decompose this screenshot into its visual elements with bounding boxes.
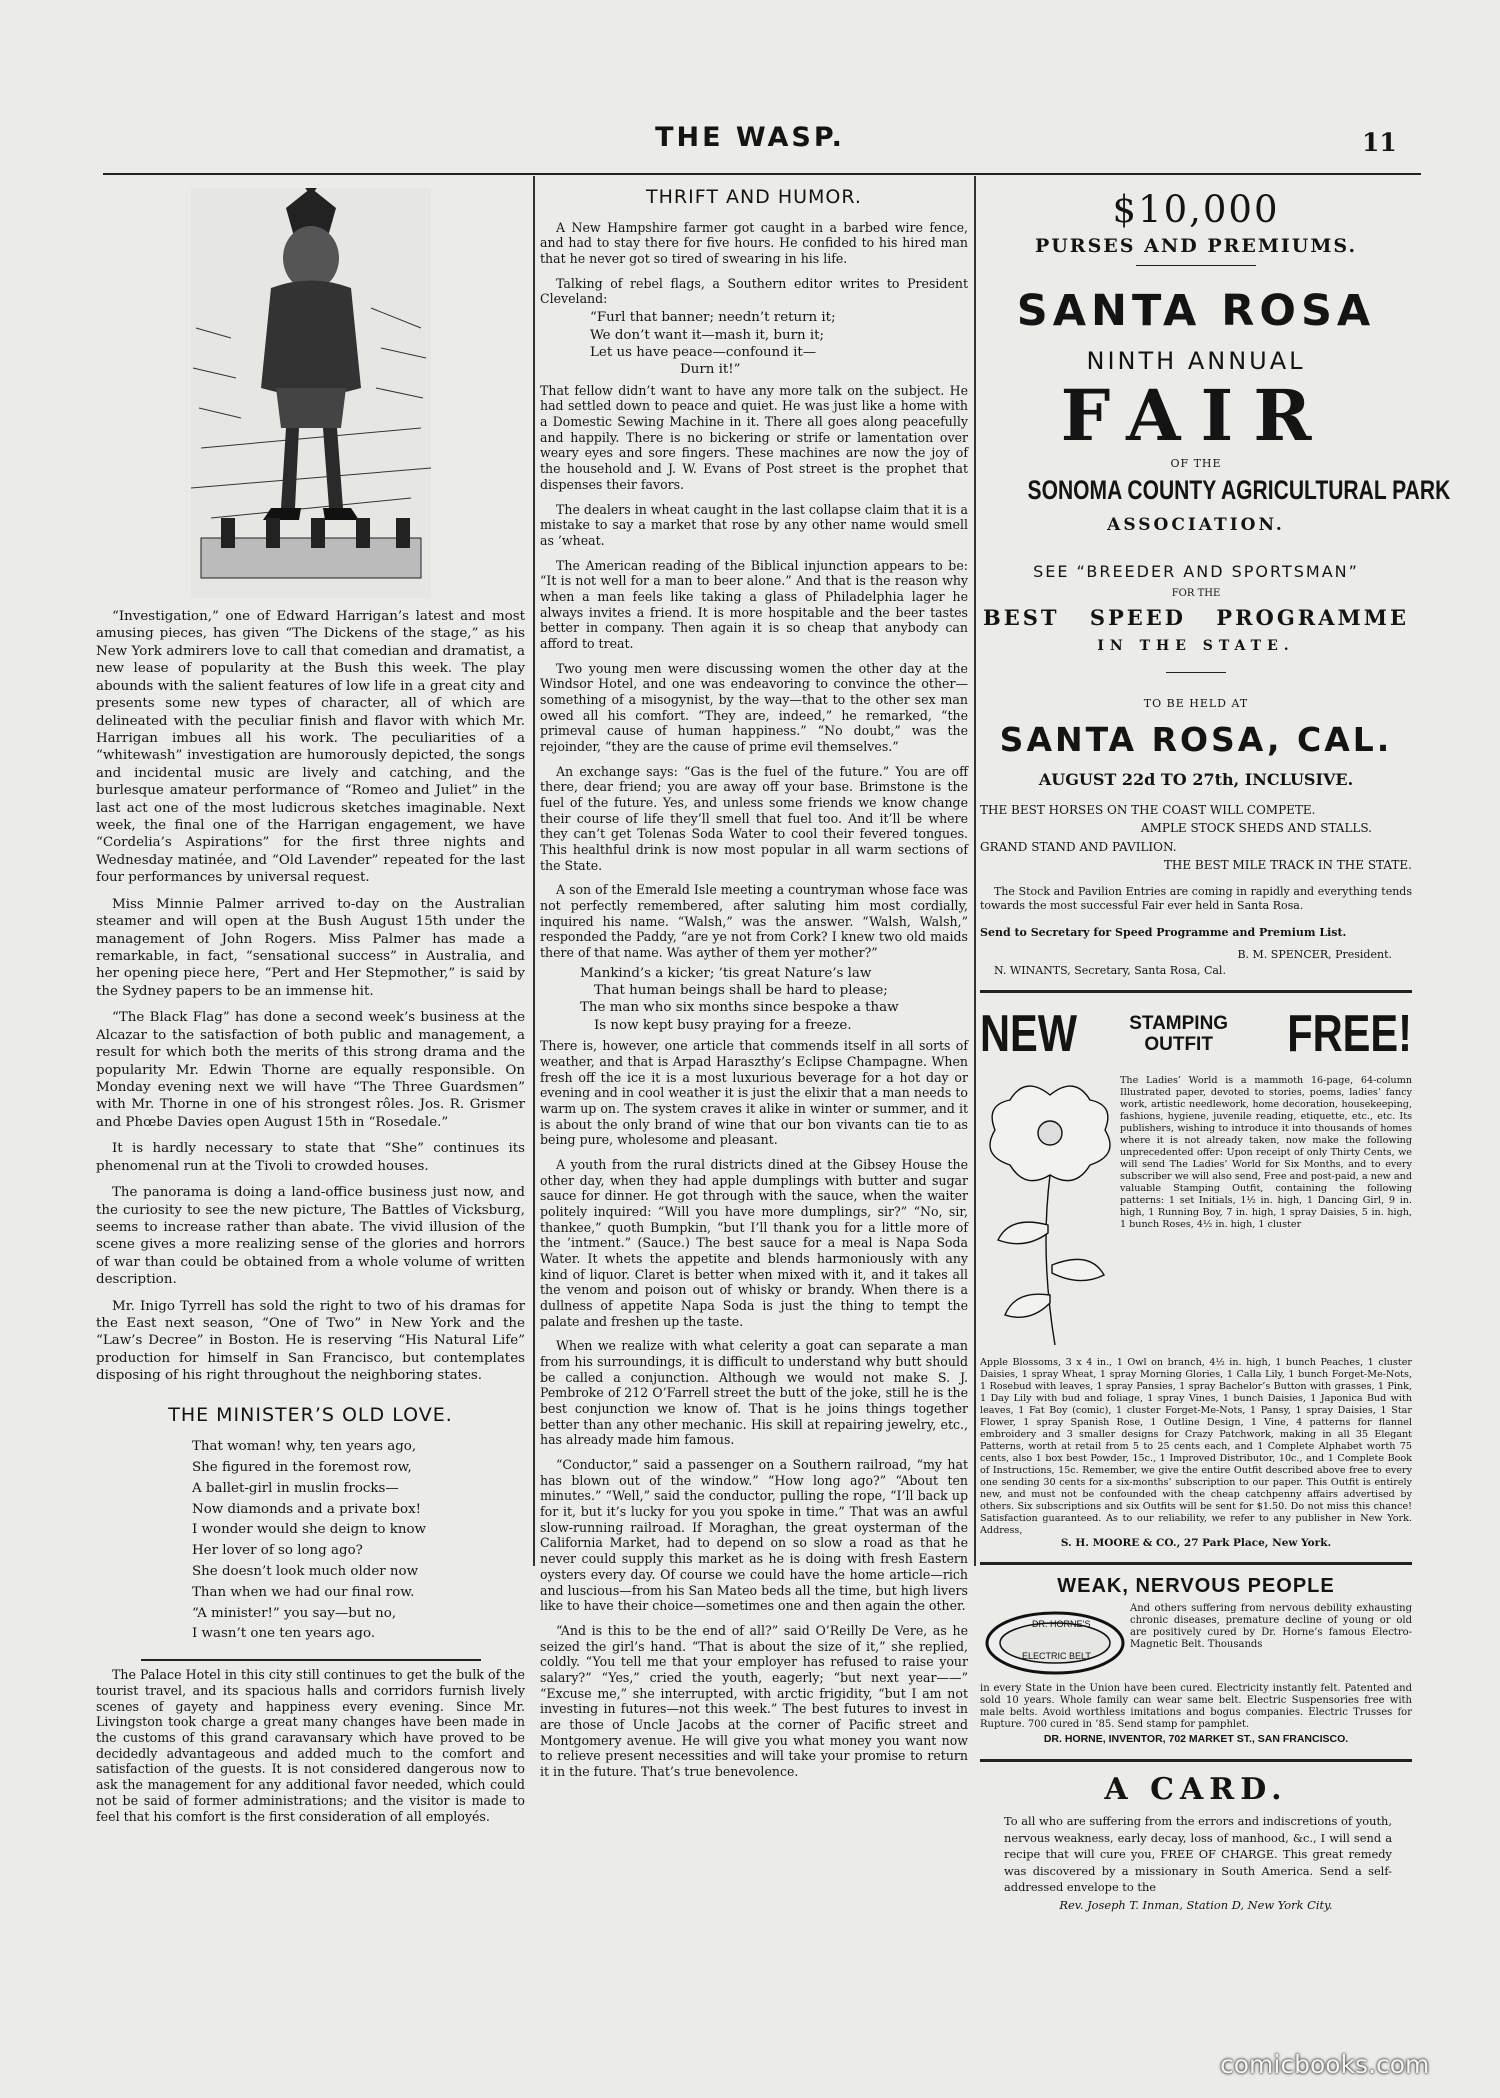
verse <box>590 309 968 379</box>
belt-body <box>980 1603 1412 1683</box>
belt-details: in every State in the Union have been cured. Electricity instantly felt. Patented and sold 10 years. Whole family can wear same belt. Electric Suspensories free with male belts. Avoid worthless imitations and bogus companies. Electric Trusses for Rupture. 700 cured in ’85. Send stamp for pamphlet. <box>980 1683 1412 1731</box>
ad-rule <box>1136 265 1256 266</box>
poem <box>192 1437 525 1645</box>
humor-paragraph: A New Hampshire farmer got caught in a barbed wire fence, and had to stay there for five hours. He confided to his hired man that he never got so tired of swearing in his life. <box>540 219 968 267</box>
poem-line: Her lover of so long ago? <box>192 1543 363 1559</box>
stamping-body <box>980 1075 1412 1355</box>
article-paragraph: It is hardly necessary to state that “She” continues its phenomenal run at the Tivoli to crowded houses. <box>96 1141 525 1174</box>
purses-line: PURSES AND PREMIUMS. <box>1034 235 1358 258</box>
held-at: TO BE HELD AT <box>1143 696 1249 710</box>
column-middle <box>540 182 968 1789</box>
stamping-description: The Ladies’ World is a mammoth 16-page, 64-column Illustrated paper, devoted to stories, poems, ladies’ fancy work, artistic needlework, home decoration, housekeeping, fashions, hygiene, juvenile reading, etiquette, etc., etc. Its publishers, wishing to introduce it into thousands of homes where it is not already taken, now make the following unprecedented offer: Upon receipt of only Thirty Cents, we will send The Ladies’ World for Six Months, and to every subscriber we will also send, Free and post-paid, a new and valuable Stamping Outfit, containing the following patterns: 1 set Initials, 1½ in. high, 1 Dancing Girl, 9 in. high, 1 Running Boy, 7 in. high, 1 spray Daisies, 5 in. high, 1 bunch Roses, 4½ in. high, 1 cluster <box>1120 1075 1412 1230</box>
article-paragraph: Mr. Inigo Tyrrell has sold the right to two of his dramas for the East next season, “One of Two” in New York and the “Law’s Decree” in Boston. He is reserving “His Natural Life” production for himself in San Francisco, but contemplates disposing of his right throughout the neighboring states. <box>96 1298 525 1384</box>
santa-rosa-heading: SANTA ROSA <box>1016 285 1376 336</box>
humor-paragraph: When we realize with what celerity a goat can separate a man from his surroundings, it is difficult to understand why butt should be called a conjunction. Although we would not make S. J. Pembroke of 212 O’Farrell street the butt of the joke, still he is the best conjunction we know of. That is he joins things together better than any other mechanic. His skill at repairing jewelry, etc., has already made him famous. <box>540 1338 968 1448</box>
humor-paragraph: “And is this to be the end of all?” said O’Reilly De Vere, as he seized the girl’s hand. “That is about the size of it,” she replied, coldly. “You tell me that your employer has refused to raise your salary?” “Yes,” cried the youth, eagerly; “but next year——” “Excuse me,” she interrupted, with arctic frigidity, “but I am not investing in futures—not this week.” The best futures to invest in are those of Uncle Jacobs at the corner of Pacific street and Montgomery avenue. He will give you what money you want now to relieve present necessities and will take your promise to return it in the future. That’s true benevolence. <box>540 1622 968 1779</box>
belt-address: DR. HORNE, INVENTOR, 702 MARKET ST., SAN FRANCISCO. <box>1043 1733 1349 1746</box>
of-the: OF THE <box>1170 456 1222 470</box>
humor-paragraph: Talking of rebel flags, a Southern editor writes to President Cleveland: <box>540 275 968 307</box>
poem-line: I wasn’t one ten years ago. <box>192 1626 376 1642</box>
sonoma-heading: SONOMA COUNTY AGRICULTURAL PARK <box>1027 475 1451 506</box>
card-body: To all who are suffering from the errors and indiscretions of youth, nervous weakness, early decay, loss of manhood, &c., I will send a recipe that will cure you, FREE OF CHARGE. This great remedy was discovered by a missionary in South America. Send a self-addressed envelope to the <box>1004 1814 1392 1895</box>
ad-divider <box>980 1562 1412 1565</box>
poem-line: She figured in the foremost row, <box>192 1460 412 1476</box>
verse-line: Let us have peace—confound it— <box>590 344 817 360</box>
article-paragraph: “The Black Flag” has done a second week’s business at the Alcazar to the satisfaction of both public and management, a result for which both the merits of this strong drama and the popularity Mr. Edwin Thorne are equally responsible. On Monday evening next we will have “The Three Guardsmen” with Mr. Thorne in one of his strongest rôles. Jos. R. Grismer and Phœbe Davies open August 15th in “Rosedale.” <box>96 1010 525 1130</box>
poem-line: I wonder would she deign to know <box>192 1522 426 1538</box>
outfit-word: OUTFIT <box>1144 1034 1213 1056</box>
ninth-annual: NINTH ANNUAL <box>1086 346 1306 375</box>
column-right-ads <box>980 186 1451 1913</box>
new-label: NEW <box>980 1005 1078 1064</box>
poem-line: She doesn’t look much older now <box>192 1564 419 1579</box>
poem-line: “A minister!” you say—but no, <box>192 1605 397 1621</box>
secretary-signature: N. WINANTS, Secretary, Santa Rosa, Cal. <box>994 964 1226 978</box>
poem-title: THE MINISTER’S OLD LOVE. <box>168 1403 453 1426</box>
best-speed-programme: BEST SPEED PROGRAMME <box>982 605 1410 631</box>
verse-line: That human beings shall be hard to please; <box>594 983 888 999</box>
verse-line: Mankind’s a kicker; ’tis great Nature’s law <box>580 965 872 981</box>
stamping-heading <box>980 1001 1412 1069</box>
send-note: Send to Secretary for Speed Programme and Premium List. <box>980 925 1347 939</box>
feature-line: AMPLE STOCK SHEDS AND STALLS. <box>1140 821 1372 836</box>
article-paragraph: “Investigation,” one of Edward Harrigan’s latest and most amusing pieces, has given “The Dickens of the stage,” as his New York admirers love to call that comedian and dramatist, a new lease of popularity at the Bush this week. The play abounds with the salient features of low life in a great city and presents some new types of character, all of which are delineated with the peculiar finish and flavor with which Mr. Harrigan imbues all his work. The peculiarities of a “whitewash” investigation are humorously depicted, the songs and incidental music are lively and catching, and the burlesque amateur performance of “Romeo and Juliet” in the last act one of the most ludicrous sketches imaginable. Next week, the final one of the Harrigan engagement, we have “Cordelia’s Aspirations” for the first three nights and Wednesday matinée, and “Old Lavender” repeated for the last four performances by universal request. <box>96 609 525 886</box>
santa-rosa-cal: SANTA ROSA, CAL. <box>999 719 1393 759</box>
palace-hotel-paragraph: The Palace Hotel in this city still continues to get the bulk of the tourist travel, and its spacious halls and corridors furnish lively scenes of gayety and happiness every evening. Since Mr. Livingston took charge a great many changes have been made in the customs of this grand caravansary which have proved to be decidedly advantageous and added much to the comfort and satisfaction of the guests. It is not considered dangerous now to ask the management for any additional favor needed, which could not be said of former administrations; and the visitor is made to feel that his comfort is the first consideration of all employés. <box>96 1667 525 1824</box>
feature-line: THE BEST MILE TRACK IN THE STATE. <box>1163 858 1412 873</box>
verse <box>580 965 968 1035</box>
for-the: FOR THE <box>1171 588 1221 600</box>
stamping-outfit-label <box>1129 1014 1228 1056</box>
ad-rule <box>1166 672 1226 673</box>
humor-paragraph: An exchange says: “Gas is the fuel of the future.” You are off there, dear friend; you are away off your base. Brimstone is the fuel of the future. Yes, and unless some friends we know change their course of life they’ll smell that fuel too. And it’ll be where they can’t get Tolenas Soda Water to cool their fevered tongues. This healthful drink is now most popular in all warm sections of the State. <box>540 763 968 873</box>
electric-belt-illustration <box>980 1603 1130 1683</box>
article-paragraph: Miss Minnie Palmer arrived to-day on the Australian steamer and will open at the Bush August 15th under the management of John Rogers. Miss Palmer has made a remarkable, in fact, “sensational success” in Australia, and her opening piece here, “Pert and Her Stepmother,” is said by the Sydney papers to be an immense hit. <box>96 896 525 999</box>
verse-line: The man who six months since bespoke a thaw <box>580 1000 899 1016</box>
entries-note: The Stock and Pavilion Entries are coming in rapidly and everything tends towards the most successful Fair ever held in Santa Rosa. <box>980 884 1412 913</box>
verse-line: “Furl that banner; needn’t return it; <box>590 310 836 326</box>
ad-divider <box>980 990 1412 993</box>
column-left <box>96 182 525 1833</box>
humor-paragraph: That fellow didn’t want to have any more talk on the subject. He had settled down to peace and quiet. He was just like a home with a Domestic Sewing Machine in it. There all goes along peacefully and happily. There is no bickering or strife or lamentation over weary eyes and sore fingers. These machines are now the joy of the household and J. W. Evans of Post street is the prophet that dispenses their favors. <box>540 382 968 492</box>
verse-line: Durn it!” <box>680 362 741 378</box>
column-divider-2 <box>974 176 976 1566</box>
rose-flower-illustration <box>980 1075 1120 1355</box>
humor-paragraph: “Conductor,” said a passenger on a Southern railroad, “my hat has blown out of the window.” “How long ago?” “About ten minutes.” “Well,” said the conductor, pulling the rope, “I’ll back up for it, but it’s lucky for you you spoke in time.” That was an awful slow-running railroad. If Moraghan, the great oysterman of the California Market, had to depend on so slow a road as that he never could supply this market as he is doing with fresh Eastern oysters every day. Of course we could have the home article—rich and luscious—from his San Mateo beds all the time, but high livers like to have their choice—sometimes one and then again the other. <box>540 1457 968 1614</box>
fair-dates: AUGUST 22d TO 27th, INCLUSIVE. <box>1038 769 1354 789</box>
belt-label: ELECTRIC BELT <box>1022 1651 1091 1662</box>
see-breeder-line: SEE “BREEDER AND SPORTSMAN” <box>1033 562 1359 582</box>
humor-paragraph: There is, however, one article that commends itself in all sorts of weather, and that is Arpad Haraszthy’s Eclipse Champagne. When fresh off the ice it is a most luxurious beverage for a hot day or evening and in cool weather it is just the elixir that a man needs to warm up on. The system craves it alike in winter or summer, and it is about the only brand of wine that our bon vivants can tie to as being pure, wholesome and pleasant. <box>540 1038 968 1148</box>
card-advertisement <box>980 1770 1412 1912</box>
stamping-address: S. H. MOORE & CO., 27 Park Place, New York. <box>1060 1536 1332 1549</box>
stamping-patterns: Apple Blossoms, 3 x 4 in., 1 Owl on branch, 4½ in. high, 1 bunch Peaches, 1 cluster Daisies, 1 spray Wheat, 1 spray Morning Glories, 1 Calla Lily, 1 bunch Forget-Me-Nots, 1 Rosebud with leaves, 1 spray Pansies, 1 spray Bachelor’s Button with grasses, 1 Pink, 1 Day Lily with bud and foliage, 1 spray Vines, 1 bunch Daisies, 1 Japonica Bud with leaves, 1 Fat Boy (comic), 1 cluster Forget-Me-Nots, 1 Pansy, 1 spray Daisies, 1 Star Flower, 1 spray Spanish Rose, 1 Outline Design, 1 Vine, 4 patterns for flannel embroidery and 3 smaller designs for Crazy Patchwork, making in all 35 Elegant Patterns, worth at retail from 5 to 25 cents each, and 1 Complete Alphabet worth 75 cents, also 1 box best Powder, 15c., 1 Improved Distributor, 10c., and 1 Complete Book of Instructions, 15c. Remember, we give the entire Outfit described above free to every one sending 30 cents for a six-months’ subscription to our paper. This Outfit is entirely new, and must not be confounded with the cheap catchpenny affairs advertised by others. Six subscriptions and six Outfits will be sent for $1.50. Do not miss this chance! Satisfaction guaranteed. As to our reliability, we refer to any publisher in New York. Address, <box>980 1357 1412 1536</box>
feature-line: GRAND STAND AND PAVILION. <box>980 839 1177 854</box>
free-label: FREE! <box>1287 1005 1412 1064</box>
poem-line: Than when we had our final row. <box>192 1584 415 1600</box>
humor-paragraph: A son of the Emerald Isle meeting a countryman whose face was not perfectly remembered, after saluting him most cordially, inquired his name. “Walsh,” was the answer. “Walsh, Walsh,” responded the Paddy, “are ye not from Cork? I knew two old maids there of that name. Was ayther of them yer mother?” <box>540 882 968 960</box>
page-number: 11 <box>1362 128 1397 157</box>
stamping-word: STAMPING <box>1129 1013 1229 1035</box>
humor-paragraph: Two young men were discussing women the other day at the Windsor Hotel, and one was endeavoring to convince the other—something of a misogynist, by the way—that to the other sex man owed all his comfort. “They are, indeed,” he remarked, “the primeval cause of human happiness.” “No doubt,” was the rejoinder, “they are the cause of prime evil themselves.” <box>540 660 968 754</box>
feature-line: THE BEST HORSES ON THE COAST WILL COMPETE. <box>980 802 1316 817</box>
humor-paragraph: A youth from the rural districts dined at the Gibsey House the other day, when they had apple dumplings with butter and sugar sauce for dinner. He got through with the sauce, when the waiter politely inquired: “Will you have more dumplings, sir?” “No, sir, thankee,” quoth Bumpkin, “but I’ll thank you for a little more of the ’intment.” (Sauce.) The best sauce for a meal is Napa Soda Water. It whets the appetite and blends harmoniously with any kind of liquor. Claret is better when mixed with it, and it takes all the venom and poison out of whisky or brandy. When there is a dullness of appetite Napa Soda is just the thing to tempt the palate and freshen up the taste. <box>540 1157 968 1329</box>
humor-paragraph: The dealers in wheat caught in the last collapse claim that it is a mistake to say a market that rose by any other name would smell as ’wheat. <box>540 501 968 548</box>
in-the-state: IN THE STATE. <box>1097 638 1295 655</box>
verse-line: We don’t want it—mash it, burn it; <box>590 327 825 343</box>
section-title: THRIFT AND HUMOR. <box>646 186 862 208</box>
jester-illustration <box>191 188 431 598</box>
masthead-title: THE WASP. <box>655 122 845 153</box>
prize-amount: $10,000 <box>1112 188 1280 231</box>
electric-belt-advertisement <box>980 1573 1412 1747</box>
card-heading: A CARD. <box>1104 1772 1288 1808</box>
site-watermark: comicbooks.com <box>1220 2050 1430 2079</box>
president-signature: B. M. SPENCER, President. <box>1237 947 1392 961</box>
weak-nervous-heading: WEAK, NERVOUS PEOPLE <box>1057 1575 1335 1598</box>
fair-advertisement <box>980 186 1451 791</box>
poem-line: A ballet-girl in muslin frocks— <box>192 1480 399 1496</box>
poem-line: Now diamonds and a private box! <box>192 1501 422 1517</box>
header-rule <box>103 173 1421 175</box>
verse-line: Is now kept busy praying for a freeze. <box>594 1017 852 1033</box>
card-signature: Rev. Joseph T. Inman, Station D, New York City. <box>1059 1897 1333 1912</box>
fair-features <box>980 801 1412 875</box>
fair-heading: FAIR <box>1060 373 1332 457</box>
belt-label: DR. HORNE’S <box>1032 1619 1091 1630</box>
article-paragraph: The panorama is doing a land-office business just now, and the curiosity to see the new picture, The Battles of Vicksburg, seems to increase rather than abate. The vivid illusion of the scene gives a more realizing sense of the glories and horrors of war than could be obtained from a whole volume of written description. <box>96 1185 525 1288</box>
humor-paragraph: The American reading of the Biblical injunction appears to be: “It is not well for a man to beer alone.” And that is the reason why when a man feels like taking a glass of Philadelphia lager he always invites a friend. It is more hospitable and the beer tastes better in company. Then again it is so cheap that anybody can afford to treat. <box>540 557 968 651</box>
ad-divider <box>980 1759 1412 1762</box>
poem-line: That woman! why, ten years ago, <box>192 1439 417 1455</box>
belt-description: And others suffering from nervous debility exhausting chronic diseases, premature decline of young or old are positively cured by Dr. Horne’s famous Electro-Magnetic Belt. Thousands <box>1130 1603 1412 1651</box>
stamping-outfit-advertisement <box>980 1001 1412 1550</box>
column-divider-1 <box>533 176 535 1566</box>
association-heading: ASSOCIATION. <box>1107 515 1285 536</box>
section-rule <box>141 1659 481 1661</box>
